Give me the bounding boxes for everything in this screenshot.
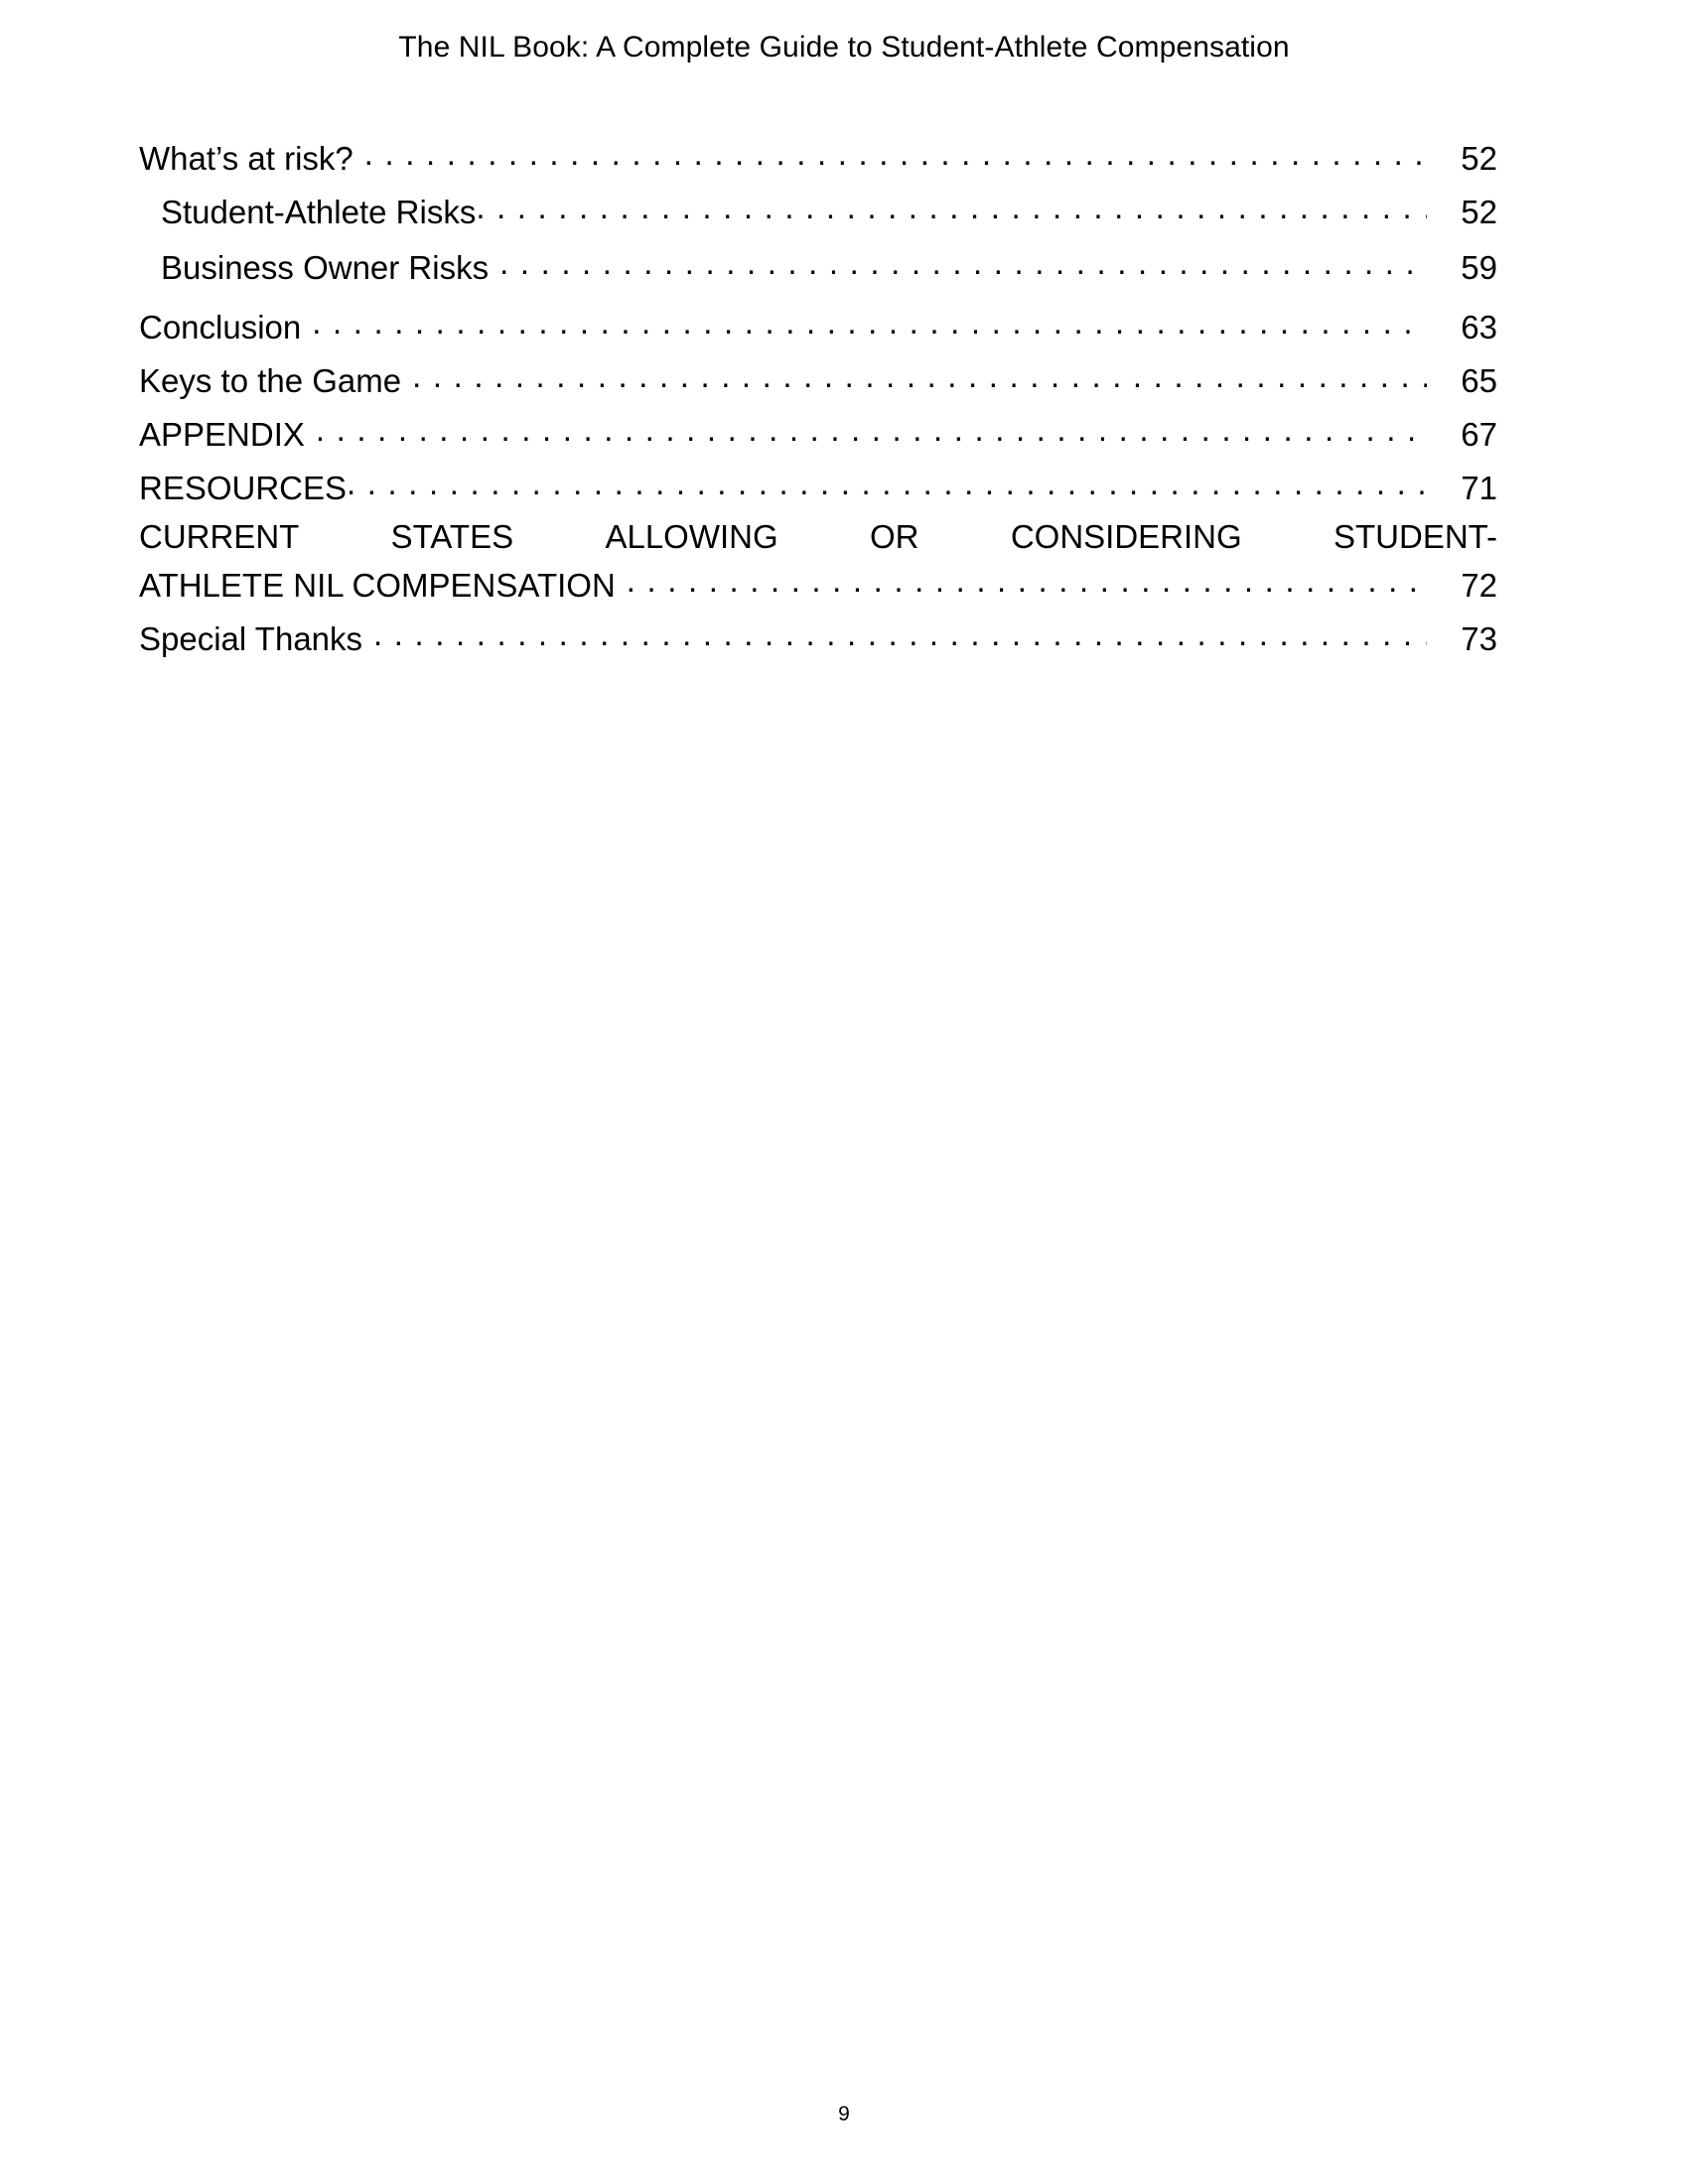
toc-entry[interactable] bbox=[139, 520, 1497, 608]
toc-entry[interactable] bbox=[139, 617, 1497, 661]
toc-entry-page-number: 71 bbox=[1461, 470, 1497, 506]
toc-leader-dots bbox=[373, 617, 1427, 650]
toc-leader-dots bbox=[476, 191, 1427, 223]
toc-leader-dots bbox=[312, 306, 1427, 339]
toc-leader-dots bbox=[412, 359, 1427, 392]
toc-leader-dots bbox=[627, 564, 1427, 597]
toc-leader-dots bbox=[316, 413, 1427, 446]
toc-entry-page-number: 63 bbox=[1461, 309, 1497, 345]
table-of-contents bbox=[139, 137, 1497, 671]
toc-entry-label: APPENDIX bbox=[139, 416, 305, 453]
toc-label-word: STATES bbox=[390, 518, 514, 555]
toc-entry-label: What’s at risk? bbox=[139, 140, 353, 177]
toc-entry[interactable] bbox=[139, 246, 1497, 290]
toc-entry-label: RESOURCES bbox=[139, 470, 348, 506]
toc-entry[interactable] bbox=[139, 467, 1497, 510]
toc-entry-label: Business Owner Risks bbox=[161, 249, 490, 286]
toc-entry-page-number: 52 bbox=[1461, 140, 1497, 177]
toc-leader-dots bbox=[364, 137, 1427, 170]
toc-leader-dots bbox=[347, 467, 1427, 499]
toc-label-word: ALLOWING bbox=[605, 518, 778, 555]
toc-entry-label: Keys to the Game bbox=[139, 362, 402, 399]
toc-label-word: STUDENT- bbox=[1334, 518, 1497, 555]
toc-entry-page-number: 72 bbox=[1461, 567, 1497, 604]
page-number-footer: 9 bbox=[838, 2103, 850, 2125]
toc-entry-label: Conclusion bbox=[139, 309, 302, 345]
toc-entry[interactable] bbox=[139, 306, 1497, 349]
toc-entry-page-number: 52 bbox=[1461, 194, 1497, 230]
toc-entry-label: Student-Athlete Risks bbox=[161, 194, 477, 230]
toc-label-word: CURRENT bbox=[139, 518, 300, 555]
toc-label-word: OR bbox=[869, 518, 919, 555]
toc-entry-page-number: 67 bbox=[1461, 416, 1497, 453]
toc-leader-dots bbox=[499, 246, 1427, 279]
running-header-title: The NIL Book: A Complete Guide to Student-Athlete Compensation bbox=[398, 31, 1290, 64]
toc-entry[interactable] bbox=[139, 359, 1497, 403]
toc-label-word: CONSIDERING bbox=[1010, 518, 1242, 555]
toc-entry-page-number: 59 bbox=[1461, 249, 1497, 286]
toc-entry-label-line-1 bbox=[139, 520, 1497, 564]
toc-entry-page-number: 65 bbox=[1461, 362, 1497, 399]
toc-entry[interactable] bbox=[139, 191, 1497, 234]
toc-entry-label: Special Thanks bbox=[139, 620, 363, 657]
toc-entry-page-number: 73 bbox=[1461, 620, 1497, 657]
toc-entry[interactable] bbox=[139, 413, 1497, 457]
toc-entry-label-line-2 bbox=[139, 564, 1497, 608]
toc-entry-label: ATHLETE NIL COMPENSATION bbox=[139, 567, 616, 604]
toc-entry[interactable] bbox=[139, 137, 1497, 181]
